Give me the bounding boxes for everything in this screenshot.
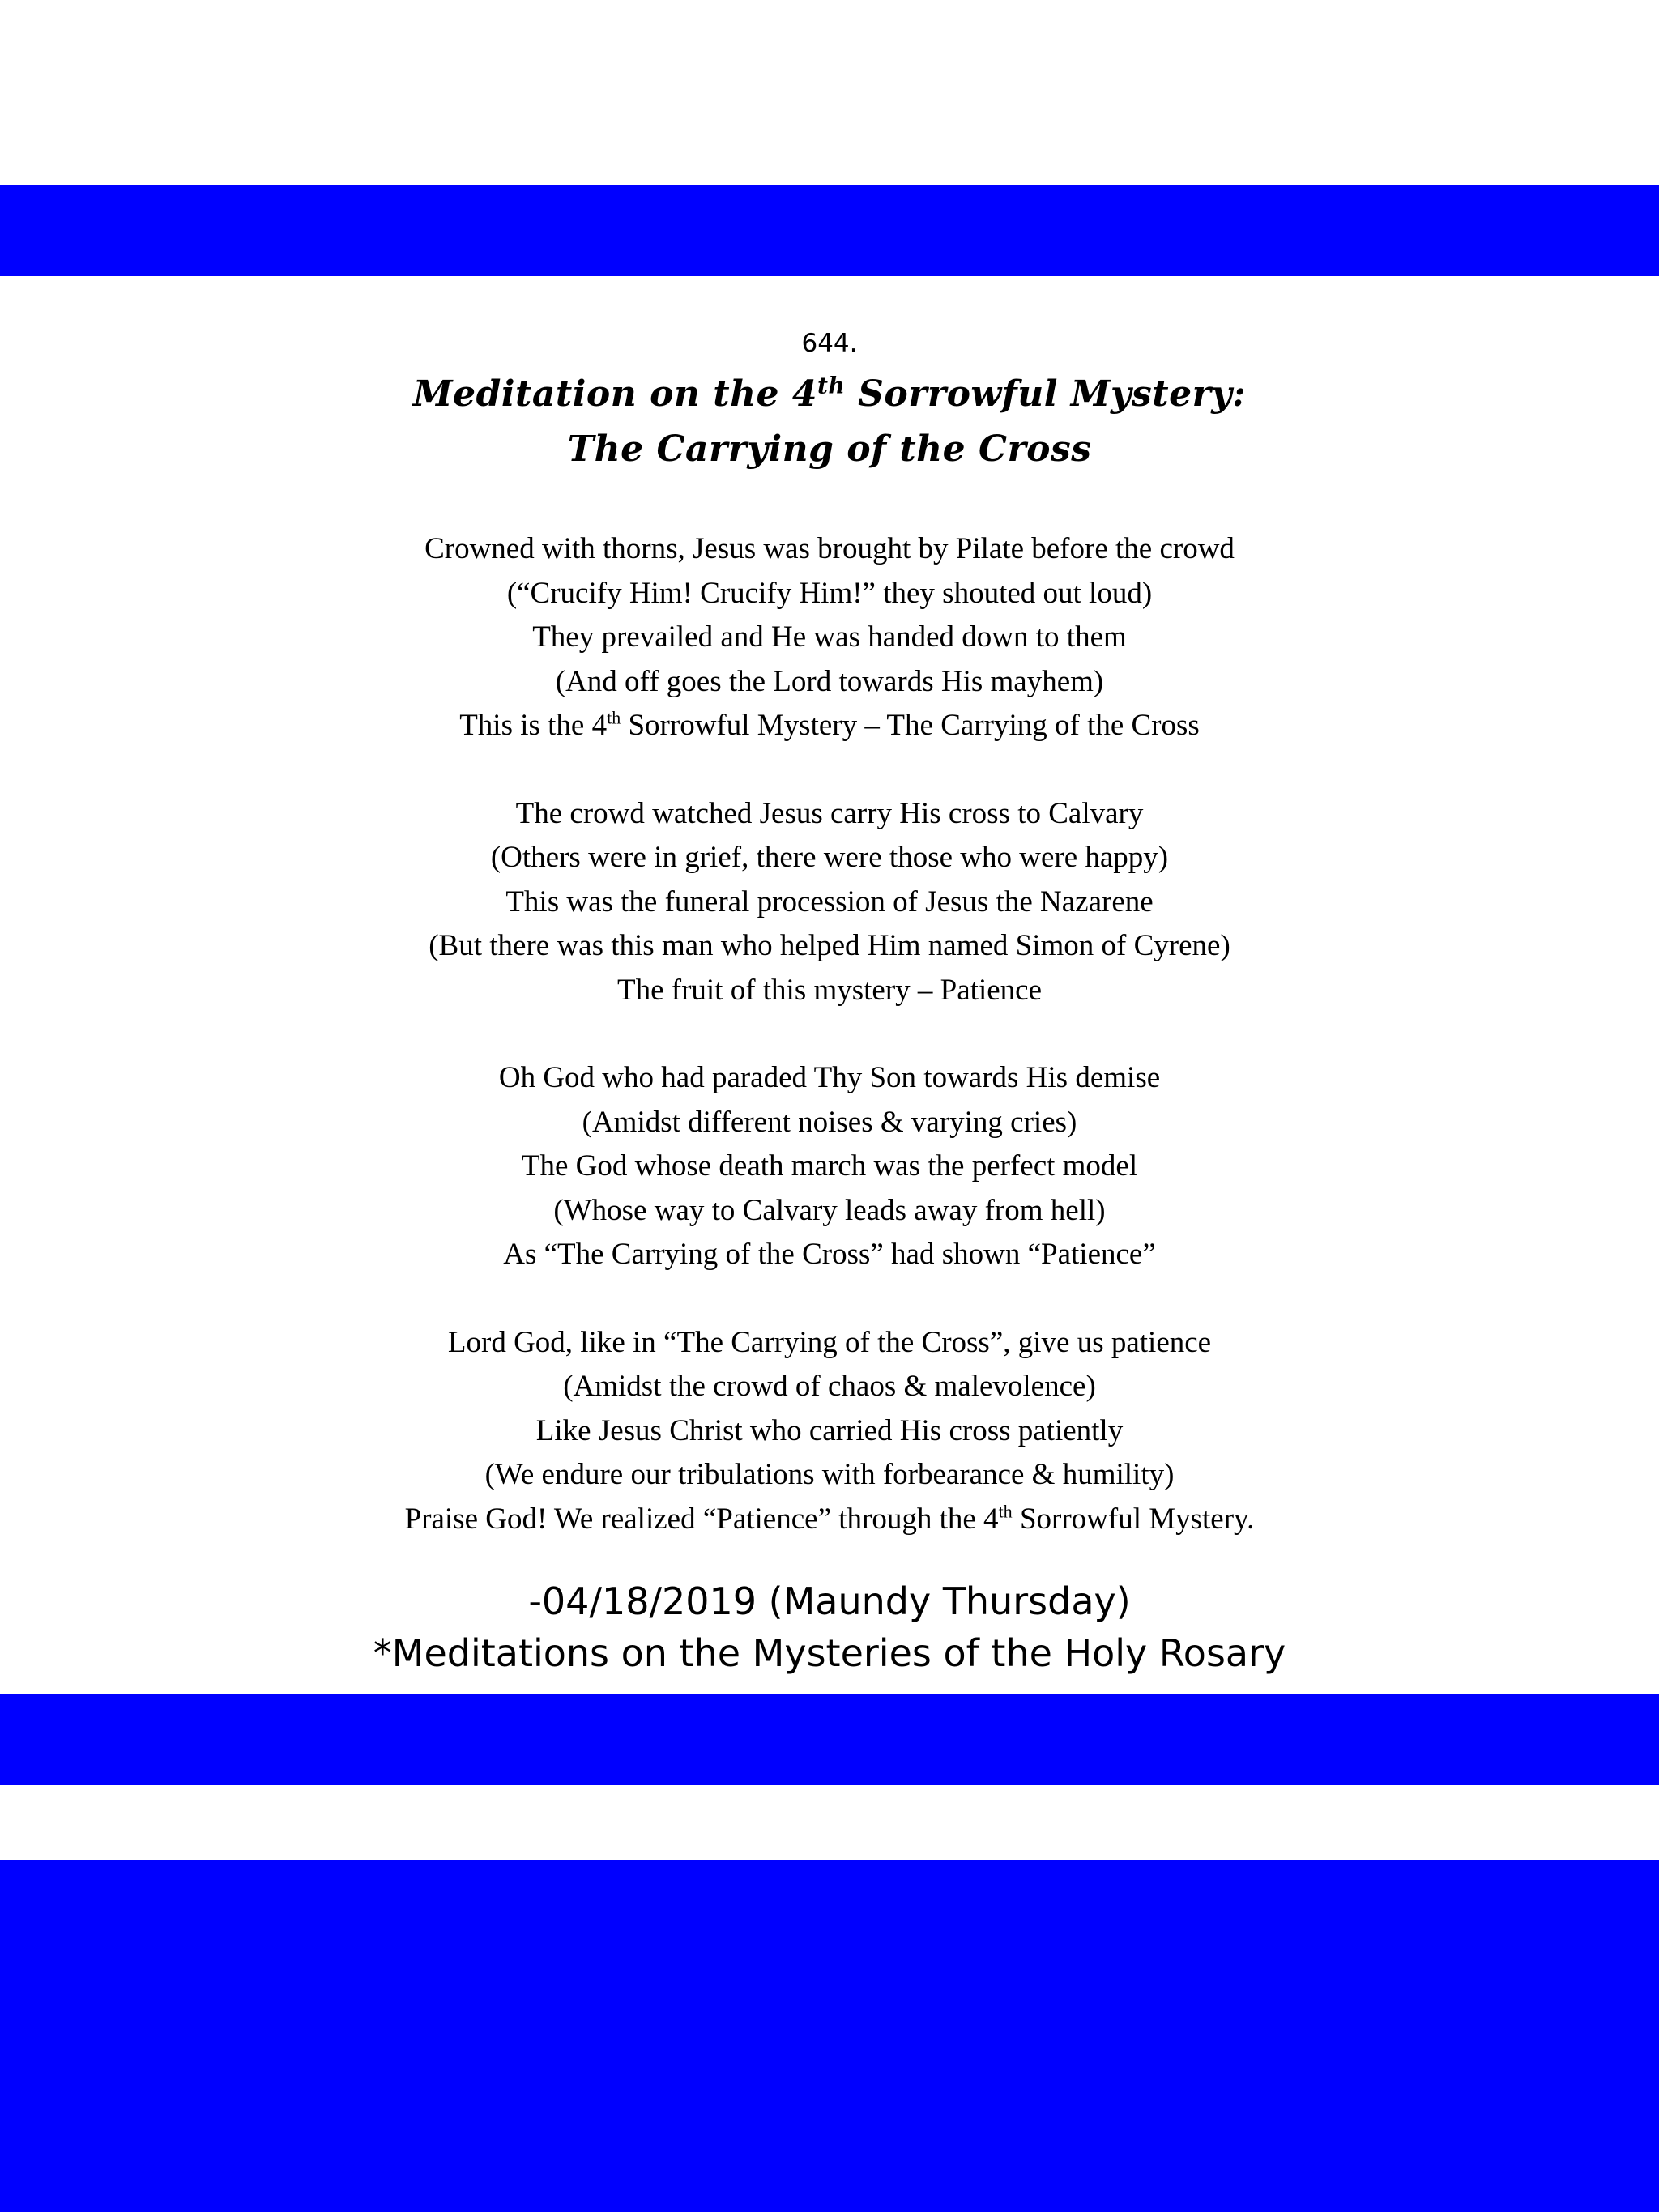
poem-page (0, 320, 1659, 1679)
stanza-2 (0, 792, 1659, 1013)
stanza-line: (But there was this man who helped Him named Simon of Cyrene) (429, 929, 1230, 962)
stanza-line: (We endure our tribulations with forbearance & humility) (484, 1458, 1175, 1491)
poem-date: -04/18/2019 (Maundy Thursday) (528, 1579, 1131, 1623)
stanza-line: Like Jesus Christ who carried His cross patiently (535, 1413, 1124, 1447)
stanza-line (0, 704, 1659, 748)
top-blue-band (0, 185, 1659, 276)
title-line-1-text: Meditation on the 4 (412, 373, 817, 415)
stanza-1 (0, 527, 1659, 748)
stanza-line: The God whose death march was the perfect model (521, 1149, 1138, 1183)
stanza-line: (Amidst different noises & varying cries) (582, 1105, 1077, 1139)
stanza-line: Crowned with thorns, Jesus was brought by Pilate before the crowd (424, 532, 1235, 565)
stanza-line: This was the funeral procession of Jesus the Nazarene (505, 884, 1154, 918)
stanza-line-rest: Sorrowful Mystery – The Carrying of the Cross (621, 709, 1200, 742)
stanza-line (0, 1498, 1659, 1542)
ordinal-suffix: th (607, 707, 621, 728)
title-line-2: The Carrying of the Cross (567, 428, 1092, 470)
title-ordinal-suffix: th (817, 372, 846, 399)
stanza-line: (“Crucify Him! Crucify Him!” they shouted out loud) (506, 576, 1153, 610)
poem-footer (0, 1575, 1659, 1679)
poem-number: 644. (801, 329, 858, 358)
stanza-line: As “The Carrying of the Cross” had shown “Patience” (503, 1238, 1156, 1271)
stanza-line: The crowd watched Jesus carry His cross to Calvary (515, 796, 1144, 830)
stanza-line: Lord God, like in “The Carrying of the Cross”, give us patience (447, 1325, 1212, 1359)
stanza-line: The fruit of this mystery – Patience (616, 973, 1043, 1007)
series-note: *Meditations on the Mysteries of the Holy Rosary (373, 1631, 1286, 1675)
stanza-line: Oh God who had paraded Thy Son towards His demise (498, 1061, 1161, 1094)
bottom-blue-band (0, 1860, 1659, 2212)
stanza-line-text: This is the 4 (459, 709, 608, 742)
stanza-line: (And off goes the Lord towards His mayhem) (555, 664, 1104, 698)
stanza-line: (Amidst the crowd of chaos & malevolence) (563, 1370, 1096, 1403)
title-line-1-rest: Sorrowful Mystery: (845, 373, 1247, 415)
stanza-line-text: Praise God! We realized “Patience” through the 4 (404, 1502, 999, 1536)
ordinal-suffix: th (998, 1501, 1013, 1522)
stanza-line: (Others were in grief, there were those who were happy) (490, 841, 1169, 874)
poem-title (0, 367, 1659, 477)
stanza-line: They prevailed and He was handed down to them (532, 620, 1127, 654)
stanza-line-rest: Sorrowful Mystery. (1012, 1502, 1255, 1536)
middle-blue-band (0, 1694, 1659, 1785)
title-line-1 (0, 367, 1659, 422)
stanza-4 (0, 1321, 1659, 1542)
stanza-line: (Whose way to Calvary leads away from hell) (553, 1193, 1106, 1227)
stanza-3 (0, 1056, 1659, 1277)
